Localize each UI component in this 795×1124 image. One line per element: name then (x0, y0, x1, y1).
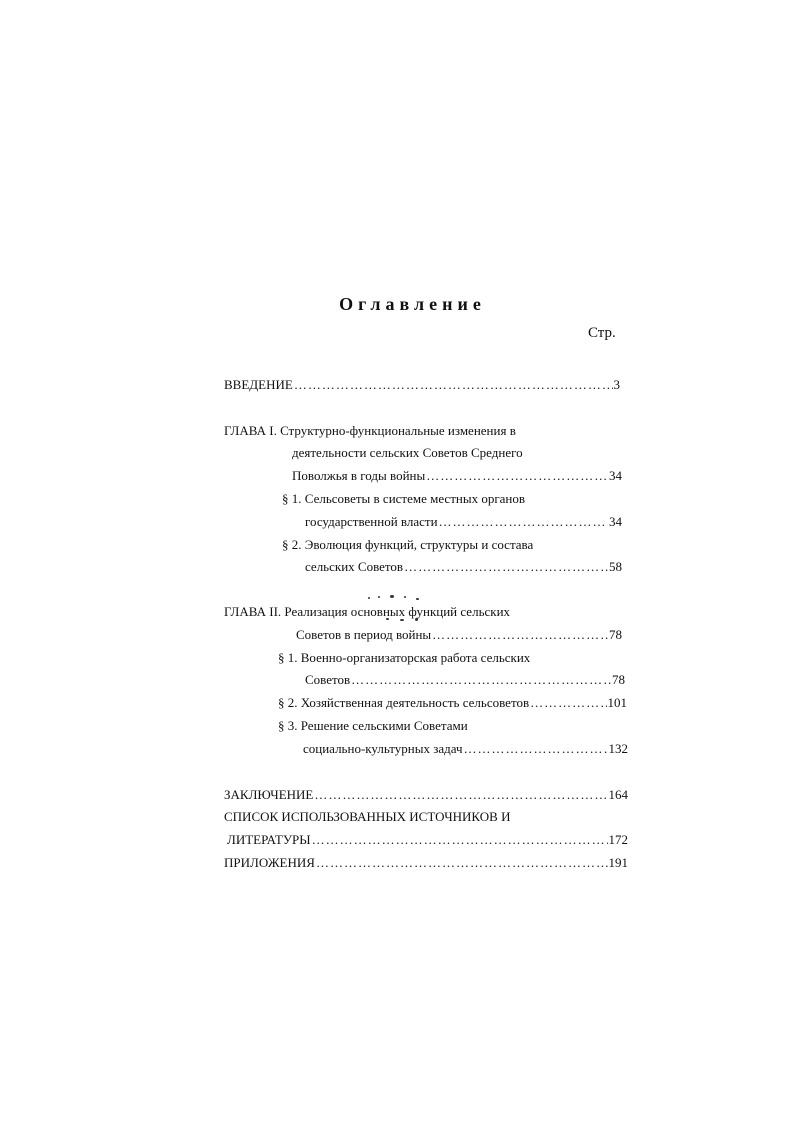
toc-entry-page: 172 (608, 832, 628, 847)
toc-entry-page: 164 (608, 787, 628, 802)
toc-entry-page: 101 (607, 695, 627, 710)
toc-leader-dots (294, 376, 613, 394)
toc-section-1-1-line-2[interactable] (305, 513, 622, 531)
toc-entry-text: Советов (305, 672, 351, 687)
toc-entry-page: 78 (609, 627, 622, 642)
toc-entry-text: ВВЕДЕНИЕ (224, 377, 293, 392)
toc-leader-dots (432, 626, 608, 644)
toc-leader-dots (530, 694, 606, 712)
toc-chapter-1-line-1[interactable]: ГЛАВА I. Структурно-функциональные изменения в (224, 423, 516, 438)
toc-section-2-1-line-1[interactable]: § 1. Военно-организаторская работа сельских (278, 650, 531, 665)
toc-bibliography-line-1[interactable]: СПИСОК ИСПОЛЬЗОВАННЫХ ИСТОЧНИКОВ И (224, 809, 511, 824)
toc-entry-text: сельских Советов (305, 559, 404, 574)
toc-entry-appendices[interactable] (224, 854, 628, 872)
toc-entry-page: 34 (609, 514, 622, 529)
toc-chapter-2-line-1[interactable]: ГЛАВА II. Реализация основных функций сельских (224, 604, 511, 619)
toc-section-2-3-line-1[interactable]: § 3. Решение сельскими Советами (278, 718, 468, 733)
toc-entry-text: социально-культурных задач (303, 741, 463, 756)
toc-entry-text: ЛИТЕРАТУРЫ (227, 832, 311, 847)
toc-leader-dots (316, 854, 608, 872)
toc-entry-page: 34 (609, 468, 622, 483)
toc-section-1-2-line-2[interactable] (305, 558, 622, 576)
toc-section-2-1-line-2[interactable] (305, 671, 625, 689)
toc-entry-conclusion[interactable] (224, 786, 628, 804)
toc-chapter-1-line-2: деятельности сельских Советов Среднего (292, 445, 523, 460)
toc-section-1-2-line-1[interactable]: § 2. Эволюция функций, структуры и состава (282, 537, 534, 552)
toc-leader-dots (464, 740, 608, 758)
toc-entry-text: § 2. Хозяйственная деятельность сельсоветов (278, 695, 530, 710)
toc-entry-page: 78 (612, 672, 625, 687)
toc-leader-dots (404, 558, 608, 576)
toc-bibliography-line-2[interactable] (227, 831, 628, 849)
toc-leader-dots (426, 467, 608, 485)
toc-entry-text: Советов в период войны (296, 627, 432, 642)
toc-chapter-2-line-2[interactable] (296, 626, 622, 644)
toc-entry-text: ПРИЛОЖЕНИЯ (224, 855, 315, 870)
page-title: Оглавление (339, 294, 486, 314)
page-column-label: Стр. (588, 325, 616, 341)
toc-chapter-1-line-3[interactable] (292, 467, 622, 485)
toc-entry-page: 58 (609, 559, 622, 574)
toc-leader-dots (314, 786, 607, 804)
toc-leader-dots (439, 513, 608, 531)
toc-leader-dots (312, 831, 608, 849)
toc-entry-page: 132 (608, 741, 628, 756)
toc-entry-page: 191 (608, 855, 628, 870)
toc-section-2-2[interactable] (278, 694, 627, 712)
toc-entry-text: ЗАКЛЮЧЕНИЕ (224, 787, 314, 802)
toc-leader-dots (351, 671, 611, 689)
toc-section-1-1-line-1[interactable]: § 1. Сельсоветы в системе местных органов (282, 491, 526, 506)
toc-section-2-3-line-2[interactable] (303, 740, 628, 758)
toc-entry-introduction[interactable] (224, 376, 620, 394)
toc-entry-text: Поволжья в годы войны (292, 468, 426, 483)
toc-entry-text: государственной власти (305, 514, 438, 529)
toc-entry-page: 3 (613, 377, 620, 392)
